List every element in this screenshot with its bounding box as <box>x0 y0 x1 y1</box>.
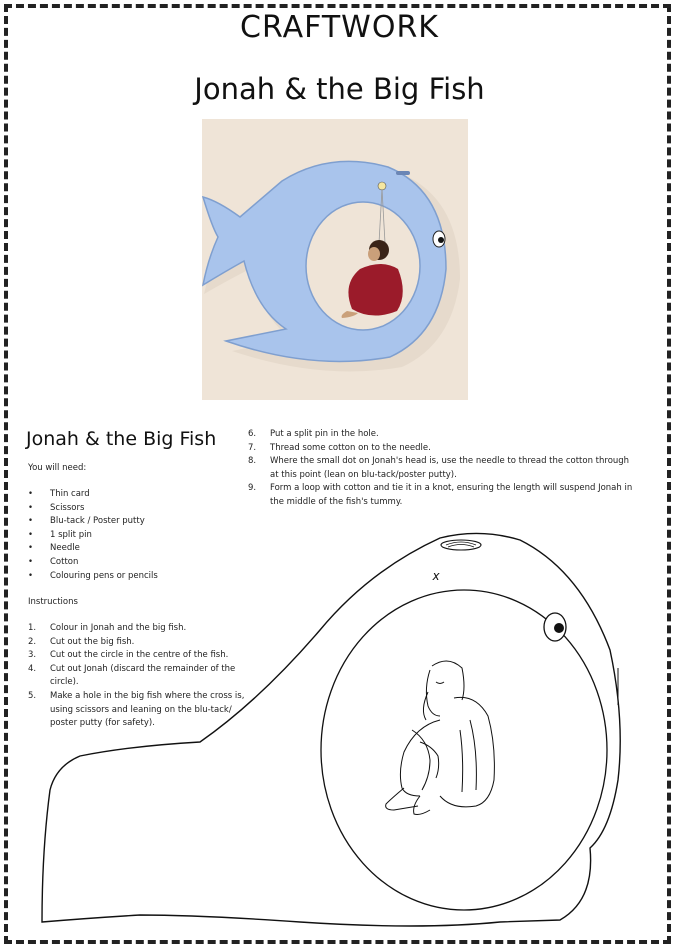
fish-belly-circle <box>321 590 607 910</box>
step-text: Cut out the circle in the centre of the fish. <box>50 650 229 661</box>
step-text: Make a hole in the big fish where the cross is, using scissors and leaning on the blu-tack/ poster putty (for safety). <box>50 690 245 729</box>
step-number: 4. <box>28 663 37 674</box>
step-text: Thread some cotton on to the needle. <box>270 442 431 453</box>
instructions-heading: Instructions <box>28 597 78 607</box>
fish-eye-icon <box>544 613 566 641</box>
cross-mark-icon: x <box>432 569 440 583</box>
step-text: Cut out the big fish. <box>50 636 135 647</box>
step-text: Cut out Jonah (discard the remainder of the circle). <box>50 663 236 688</box>
material-item: • Needle <box>28 542 158 556</box>
step-text: Put a split pin in the hole. <box>270 429 379 439</box>
step-text: Where the small dot on Jonah's head is, use the needle to thread the cotton through at this point (lean on blu-tack/poster putty). <box>270 456 630 480</box>
you-will-need-label: You will need: <box>28 463 87 473</box>
instructions-list-right <box>248 428 638 510</box>
step-number: 6. <box>248 429 257 439</box>
instruction-step <box>248 455 638 482</box>
material-item: • Scissors <box>28 502 158 516</box>
step-number: 3. <box>28 650 37 661</box>
material-item: • 1 split pin <box>28 529 158 543</box>
jonah-figure-drawing <box>386 661 495 815</box>
blowhole-icon <box>441 540 481 550</box>
step-text: Colour in Jonah and the big fish. <box>50 623 187 633</box>
fish-body-outline <box>42 533 620 926</box>
material-item: • Blu-tack / Poster putty <box>28 515 158 529</box>
fish-template-outline <box>0 520 679 940</box>
step-number: 7. <box>248 442 257 453</box>
step-number: 1. <box>28 623 37 633</box>
step-number: 2. <box>28 636 37 647</box>
page-subtitle: Jonah & the Big Fish <box>194 72 485 106</box>
material-item: • Colouring pens or pencils <box>28 570 158 584</box>
sheet-heading: Jonah & the Big Fish <box>26 428 217 450</box>
instruction-step <box>248 428 638 442</box>
page-title: CRAFTWORK <box>240 10 439 45</box>
material-item: • Cotton <box>28 556 158 570</box>
instruction-step <box>248 442 638 456</box>
material-item: • Thin card <box>28 488 158 502</box>
instruction-step <box>248 482 638 509</box>
fish-craft-photo <box>202 119 468 400</box>
step-number: 5. <box>28 690 37 701</box>
step-text: Form a loop with cotton and tie it in a knot, ensuring the length will suspend Jonah in the middle of the fish's tummy. <box>270 483 633 507</box>
step-number: 8. <box>248 456 257 467</box>
step-number: 9. <box>248 483 257 494</box>
